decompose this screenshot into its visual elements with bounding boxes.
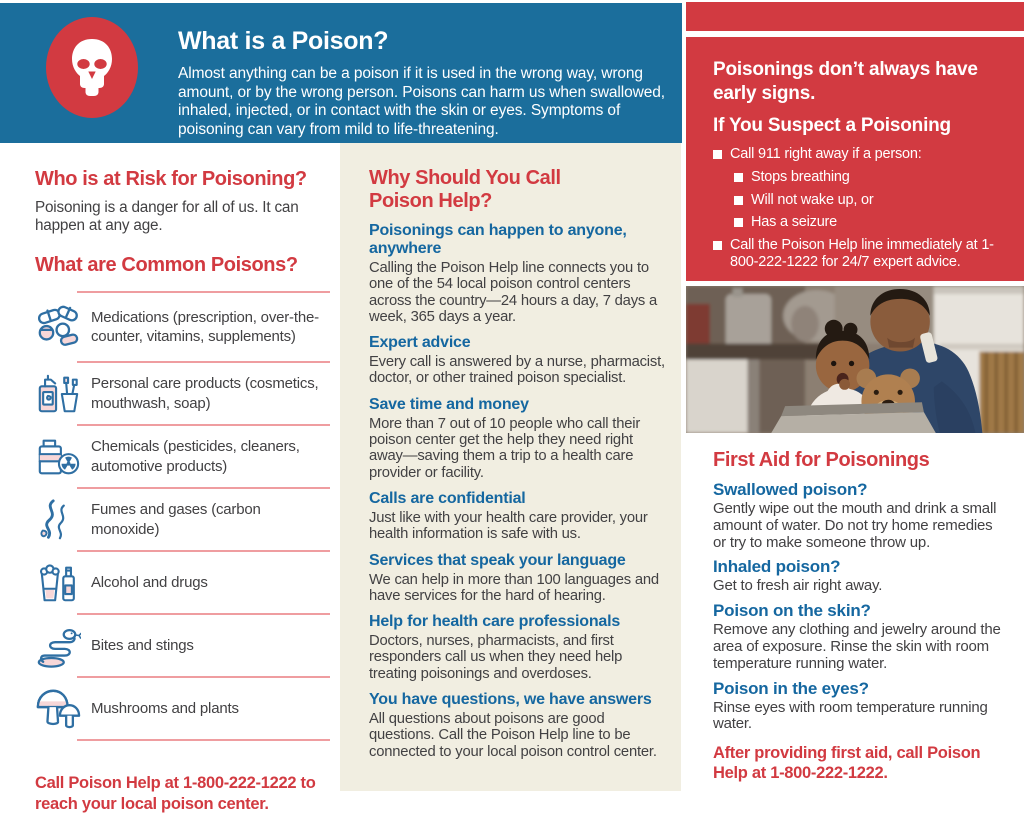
poison-label: Mushrooms and plants xyxy=(91,699,239,717)
first-aid-body: Remove any clothing and jewelry around the area of exposure. Rinse the skin with room temperature running water. xyxy=(713,621,1001,672)
section-title: You have questions, we have answers xyxy=(369,691,652,709)
left-column xyxy=(35,168,335,831)
first-aid-title: Poison on the skin? xyxy=(713,601,871,621)
section-body: Doctors, nurses, pharmacists, and first responders call us when they need help treating poisonings and overdoses. xyxy=(369,633,623,682)
list-item xyxy=(35,363,330,424)
bullet-call-911: Call 911 right away if a person: xyxy=(713,146,1016,164)
section-body: Just like with your health care provider, your health information is safe with us. xyxy=(369,509,648,543)
bullet-seizure: Has a seizure xyxy=(734,214,1016,232)
top-red-bar xyxy=(686,2,1024,31)
section-anyone xyxy=(369,222,669,325)
first-aid-body: Get to fresh air right away. xyxy=(713,577,883,595)
first-aid-inhaled xyxy=(713,557,1013,595)
personal-care-icon xyxy=(35,371,91,417)
no-early-signs-heading: Poisonings don’t always have early signs. xyxy=(713,59,978,104)
why-call-heading: Why Should You Call Poison Help? xyxy=(369,167,561,212)
first-aid-title: Poison in the eyes? xyxy=(713,678,869,698)
poison-label: Chemicals (pesticides, cleaners, automotive products) xyxy=(91,438,300,475)
skull-icon xyxy=(70,37,114,97)
poison-label: Medications (prescription, over-the-counter, vitamins, supplements) xyxy=(91,308,319,345)
poison-label: Bites and stings xyxy=(91,636,194,654)
square-bullet-icon xyxy=(734,218,743,227)
first-aid-section xyxy=(713,449,1013,739)
bullet-will-not-wake: Will not wake up, or xyxy=(734,192,1016,210)
skull-badge xyxy=(46,17,138,118)
section-title: Calls are confidential xyxy=(369,489,526,507)
square-bullet-icon xyxy=(713,241,722,250)
section-title: Poisonings can happen to anyone, anywhere xyxy=(369,222,627,257)
chemicals-icon xyxy=(35,434,91,480)
poison-label: Personal care products (cosmetics, mouthwash, soap) xyxy=(91,375,319,412)
first-aid-body: Rinse eyes with room temperature running water. xyxy=(713,698,988,733)
square-bullet-icon xyxy=(734,173,743,182)
middle-column xyxy=(340,143,681,791)
bullet-stops-breathing: Stops breathing xyxy=(734,169,1016,187)
section-body: Every call is answered by a nurse, pharmacist, doctor, or other trained poison specialist. xyxy=(369,354,665,387)
section-body: We can help in more than 100 languages and have services for the hard of hearing. xyxy=(369,571,659,604)
header-description: Almost anything can be a poison if it is used in the wrong way, wrong amount, or by the wrong person. Poisons can harm us when swallowed, inhaled, injected, or in contact with the skin or eyes. Symptoms of poisoning can vary from mild to life-threatening. xyxy=(178,65,665,138)
list-item xyxy=(35,489,330,550)
first-aid-eyes xyxy=(713,679,1013,734)
section-questions xyxy=(369,691,669,760)
risk-heading: Who is at Risk for Poisoning? xyxy=(35,168,307,190)
first-aid-heading: First Aid for Poisonings xyxy=(713,449,930,471)
poison-label: Fumes and gases (carbon monoxide) xyxy=(91,501,261,538)
list-item xyxy=(35,552,330,613)
list-item xyxy=(35,678,330,739)
list-item xyxy=(35,615,330,676)
suspect-poisoning-alert xyxy=(686,37,1024,281)
if-you-suspect-heading: If You Suspect a Poisoning xyxy=(713,115,951,136)
after-first-aid-cta: After providing first aid, call Poison Help at 1-800-222-1222. xyxy=(713,743,981,782)
section-body: More than 7 out of 10 people who call their poison center get the help they need right away—saving them a trip to a health care provider or facility. xyxy=(369,415,641,481)
section-title: Services that speak your language xyxy=(369,551,626,569)
first-aid-title: Inhaled poison? xyxy=(713,557,841,577)
common-poisons-heading: What are Common Poisons? xyxy=(35,254,298,276)
section-professionals xyxy=(369,613,669,682)
list-item xyxy=(35,426,330,487)
poison-label: Alcohol and drugs xyxy=(91,573,208,591)
list-divider xyxy=(77,739,330,741)
section-title: Help for health care professionals xyxy=(369,613,621,631)
section-title: Expert advice xyxy=(369,334,471,352)
risk-body: Poisoning is a danger for all of us. It can happen at any age. xyxy=(35,199,299,234)
pills-icon xyxy=(35,304,91,350)
section-body: Calling the Poison Help line connects you to one of the 54 local poison control centers across the country—24 hours a day, 7 days a week, 365 days a year. xyxy=(369,260,658,325)
header-band xyxy=(0,3,682,143)
first-aid-skin xyxy=(713,601,1013,672)
section-save-time xyxy=(369,396,669,481)
fumes-icon xyxy=(35,497,91,543)
first-aid-title: Swallowed poison? xyxy=(713,480,868,499)
right-column xyxy=(686,0,1024,791)
square-bullet-icon xyxy=(713,150,722,159)
header-content xyxy=(178,27,670,139)
section-language xyxy=(369,552,669,605)
father-child-phone-photo xyxy=(686,286,1024,433)
bullet-call-poison-help: Call the Poison Help line immediately at 1-800-222-1222 for 24/7 expert advice. xyxy=(713,237,1016,272)
poison-help-phone-cta: Call Poison Help at 1-800-222-1222 to reach your local poison center. xyxy=(35,774,316,813)
snake-icon xyxy=(35,623,91,669)
list-item xyxy=(35,293,330,361)
section-body: All questions about poisons are good questions. Call the Poison Help line to be connected to your local poison control center. xyxy=(369,711,657,760)
first-aid-body: Gently wipe out the mouth and drink a small amount of water. Do not try home remedies or try to make someone throw up. xyxy=(713,500,997,551)
section-title: Save time and money xyxy=(369,395,529,413)
square-bullet-icon xyxy=(734,196,743,205)
common-poisons-list xyxy=(35,291,330,741)
page-title: What is a Poison? xyxy=(178,27,389,55)
mushrooms-icon xyxy=(35,686,91,732)
alcohol-icon xyxy=(35,560,91,606)
first-aid-swallowed xyxy=(713,480,1013,551)
section-confidential xyxy=(369,490,669,543)
section-expert-advice xyxy=(369,334,669,387)
